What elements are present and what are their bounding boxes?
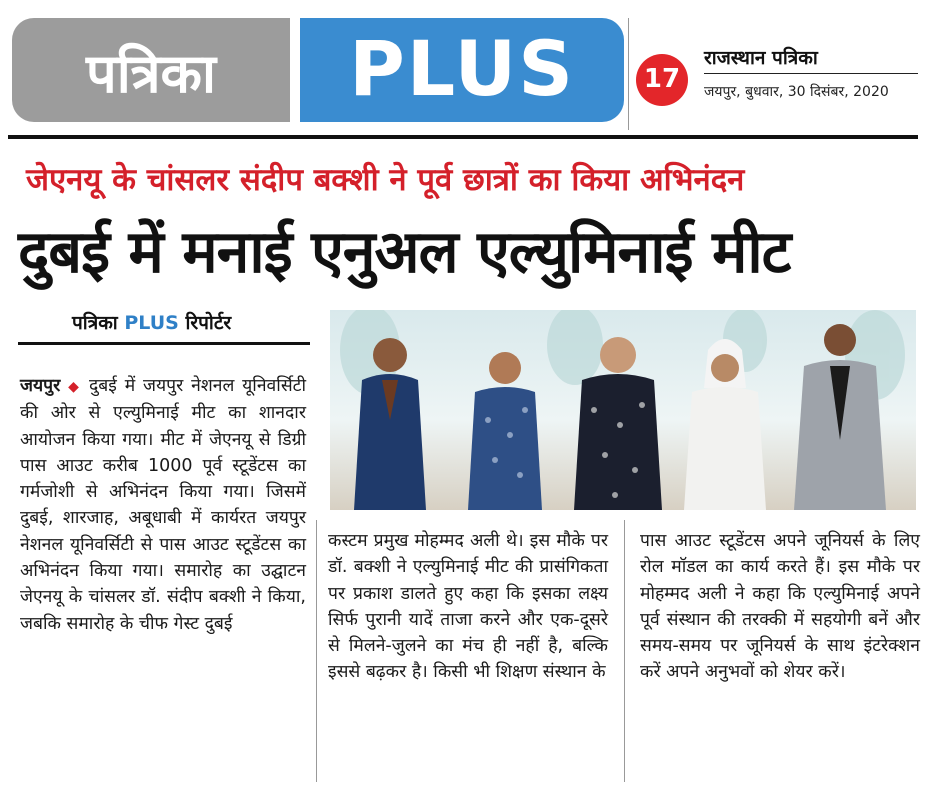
article-column-3: पास आउट स्टूडेंटस अपने जूनियर्स के लिए रोल मॉडल का कार्य करते हैं। इस मौके पर मोहम्मद अली ने कहा कि एल्युमिनाई अपने पूर्व संस्थान की तरक्की में सहयोगी बनें और समय-समय पर जूनियर्स के साथ इंटरेक्शन करें अपने अनुभवों को शेयर करें। bbox=[640, 531, 920, 683]
article-headline: दुबई में मनाई एनुअल एल्युमिनाई मीट bbox=[18, 217, 791, 286]
page-number: 17 bbox=[643, 64, 681, 94]
page-number-badge bbox=[636, 54, 688, 106]
masthead-divider bbox=[628, 18, 629, 130]
column-separator bbox=[316, 520, 317, 782]
byline-prefix: पत्रिका bbox=[72, 312, 118, 334]
newspaper-name-rule bbox=[704, 73, 918, 74]
article-kicker: जेएनयू के चांसलर संदीप बक्शी ने पूर्व छात्रों का किया अभिनंदन bbox=[26, 162, 745, 198]
brand-plus-text: PLUS bbox=[349, 24, 575, 113]
article-column-2: कस्टम प्रमुख मोहम्मद अली थे। इस मौके पर डॉ. बक्शी ने एल्युमिनाई मीट की प्रासंगिकता पर प्रकाश डालते हुए कहा कि इसका लक्ष्य सिर्फ पुरानी यादें ताजा करने और एक-दूसरे से मिलने-जुलने का मंच ही नहीं है, बल्कि इससे बढ़कर है। किसी भी शिक्षण संस्थान के bbox=[328, 531, 608, 683]
person-2 bbox=[468, 352, 542, 510]
dateline-diamond-icon: ◆ bbox=[68, 379, 82, 395]
byline-rule bbox=[18, 342, 310, 345]
masthead-brand bbox=[12, 18, 624, 122]
brand-plus-block bbox=[300, 18, 624, 122]
edition-date: जयपुर, बुधवार, 30 दिसंबर, 2020 bbox=[704, 84, 889, 100]
column-separator bbox=[624, 520, 625, 782]
event-photo-illustration bbox=[330, 310, 916, 510]
article-byline bbox=[72, 309, 231, 335]
article-column-1-text: दुबई में जयपुर नेशनल यूनिवर्सिटी की ओर से एल्युमिनाई मीट का शानदार आयोजन किया गया। मीट में जेएनयू से डिग्री पास आउट करीब 1000 पूर्व स्टूडेंटस का गर्मजोशी से अभिनंदन किया गया। जिसमें दुबई, शारजाह, अबूधाबी में कार्यरत जयपुर नेशनल यूनिवर्सिटी से पास आउट स्टूडेंटस का अभिनंदन किया गया। समारोह का उद्घाटन जेएनयू के चांसलर डॉ. संदीप बक्शी ने किया, जबकि समारोह के चीफ गेस्ट दुबई bbox=[20, 376, 306, 634]
byline-plus: PLUS bbox=[124, 312, 179, 334]
brand-grey-block bbox=[12, 18, 290, 122]
byline-suffix: रिपोर्टर bbox=[185, 312, 232, 334]
event-photo bbox=[330, 310, 916, 510]
masthead-rule bbox=[8, 135, 918, 139]
brand-patrika-text: पत्रिका bbox=[86, 42, 216, 105]
article-column-1 bbox=[20, 373, 306, 637]
article-dateline: जयपुर bbox=[20, 376, 61, 396]
newspaper-name: राजस्थान पत्रिका bbox=[704, 47, 818, 69]
